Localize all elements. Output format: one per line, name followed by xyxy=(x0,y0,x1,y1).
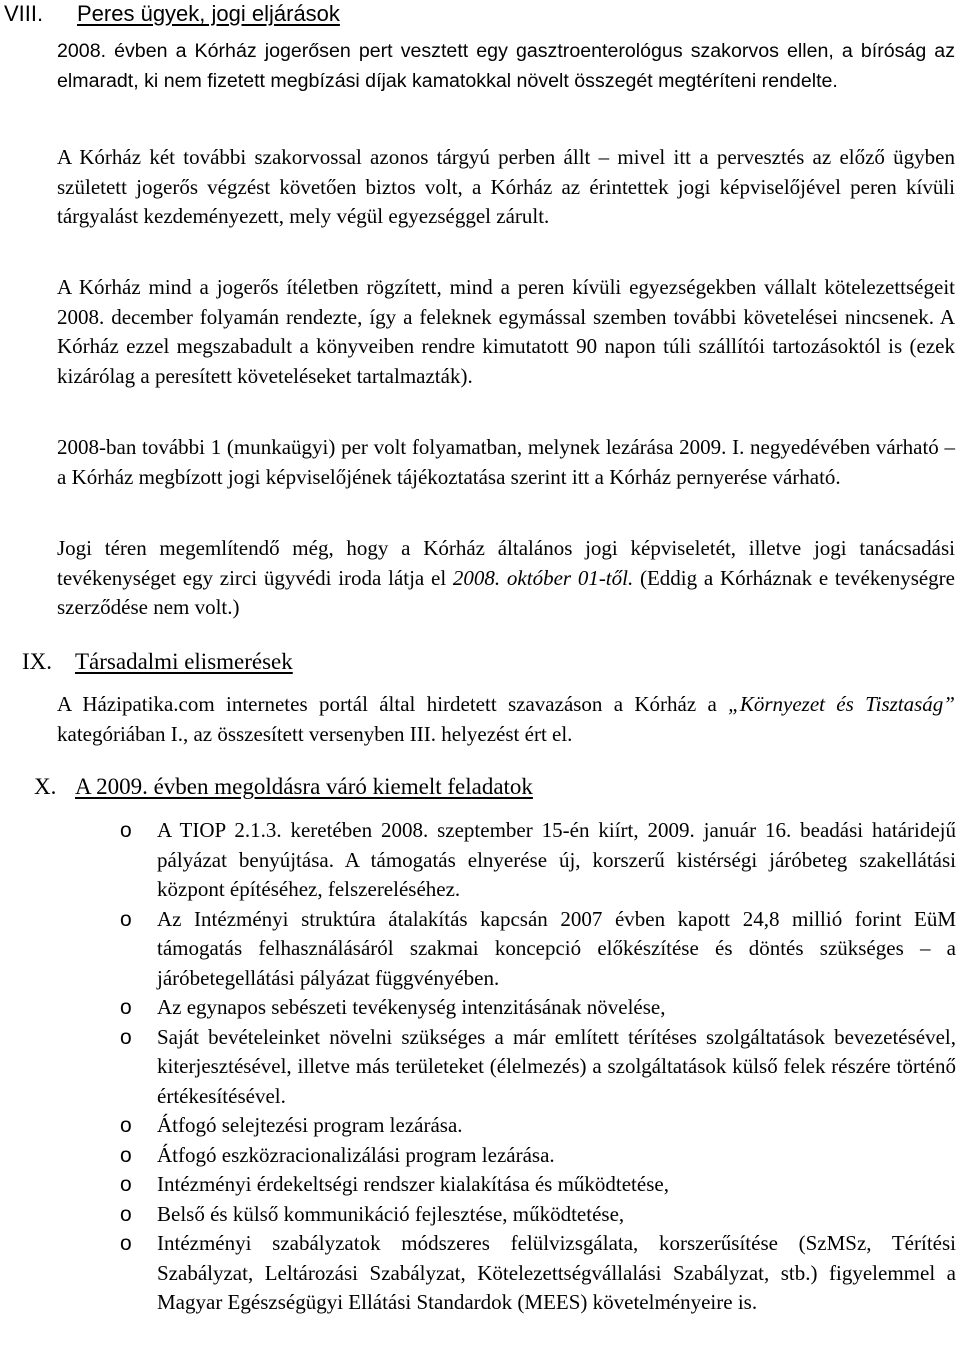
section-viii-paragraph-3: A Kórház mind a jogerős ítéletben rögzített, mind a peren kívüli egyezségekben vállalt kötelezettségeit 2008. december folyamán rendezte, így a feleknek egymással szemben további követelései nincsenek. A Kórház ezzel megszabadult a könyveiben rendre kimutatott 90 napon túli szállítói tartozásoktól is (ezek kizárólag a peresített követeléseket tartalmazták). xyxy=(57,275,955,388)
list-item-text: Belső és külső kommunikáció fejlesztése, működtetése, xyxy=(157,1201,625,1226)
section-viii-paragraph-4: 2008-ban további 1 (munkaügyi) per volt folyamatban, melynek lezárása 2009. I. negyedévében várható – a Kórház megbízott jogi képviselőjének tájékoztatása szerint itt a Kórház pernyerése várható. xyxy=(57,435,955,489)
section-x-title: A 2009. évben megoldásra váró kiemelt feladatok xyxy=(75,774,533,799)
tasks-list xyxy=(120,816,956,1318)
bullet-icon: o xyxy=(120,907,132,931)
section-ix-paragraph-1-end: kategóriában I., az összesített versenyben III. helyezést ért el. xyxy=(57,721,573,746)
section-viii-paragraph-5-end: (Eddig a Kórháznak e tevékenységre szerződése nem volt.) xyxy=(57,565,955,619)
section-ix-paragraph-1-category: „Környezet és Tisztaság” xyxy=(728,692,955,716)
bullet-icon: o xyxy=(120,1114,132,1137)
bullet-icon: o xyxy=(120,1202,132,1226)
list-item-text: Az Intézményi struktúra átalakítás kapcsán 2007 évben kapott 24,8 millió forint EüM támogatás felhasználásáról szakmai koncepció előkészítése és döntés szükséges – a járóbetegellátási pályázat függvényében. xyxy=(157,906,956,990)
section-ix-number: IX. xyxy=(22,649,53,674)
section-viii-paragraph-1: 2008. évben a Kórház jogerősen pert vesztett egy gasztroenterológus szakorvos ellen, a bíróság az elmaradt, ki nem fizetett megbízási díjak kamatokkal növelt összegét megtéríteni rendelte. xyxy=(57,40,955,92)
section-ix-paragraph-1 xyxy=(57,690,955,749)
section-viii-paragraph-5 xyxy=(57,534,955,623)
section-viii-paragraph-5-date: 2008. október 01-től. xyxy=(452,565,634,590)
list-item-text: A TIOP 2.1.3. keretében 2008. szeptember 15-én kiírt, 2009. január 16. beadási határidejű pályázat benyújtása. A támogatás elnyerése új, korszerű kistérségi járóbeteg szakellátási központ építéséhez, felszereléséhez. xyxy=(157,818,956,901)
section-viii-paragraph-5-start: Jogi téren megemlítendő még, hogy a Kórház általános jogi képviseletét, illetve jogi tanácsadási tevékenységet egy zirci ügyvédi iroda látja el xyxy=(57,536,955,590)
section-viii-paragraph-2: A Kórház két további szakorvossal azonos tárgyú perben állt – mivel itt a pervesztés az előző ügyben született jogerős végzést követően biztos volt, a Kórház az érintettek jogi képviselőjével peren kívüli tárgyalást kezdeményezett, mely végül egyezséggel zárult. xyxy=(57,145,955,228)
list-item-text: Intézményi szabályzatok módszeres felülvizsgálata, korszerűsítése (SzMSz, Térítési Szabályzat, Leltározási Szabályzat, Kötelezettségvállalási Szabályzat, stb.) figyelemmel a Magyar Egészségügyi Ellátási Standardok (MEES) követelményeire is. xyxy=(157,1231,956,1314)
list-item xyxy=(120,905,956,994)
list-item xyxy=(120,816,956,905)
section-ix-paragraph-1-start: A Házipatika.com internetes portál által hirdetett szavazáson a Kórház a xyxy=(57,692,729,716)
list-item xyxy=(120,1141,956,1171)
section-x-heading xyxy=(34,773,533,801)
list-item-text: Átfogó eszközracionalizálási program lezárása. xyxy=(157,1142,555,1167)
bullet-icon: o xyxy=(120,1143,132,1167)
list-item xyxy=(120,993,956,1023)
list-item xyxy=(120,1023,956,1112)
section-viii-heading xyxy=(4,0,340,28)
list-item-text: Intézményi érdekeltségi rendszer kialakítása és működtetése, xyxy=(157,1172,669,1196)
list-item xyxy=(120,1111,956,1141)
bullet-icon: o xyxy=(120,1025,132,1049)
list-item-text: Átfogó selejtezési program lezárása. xyxy=(157,1113,463,1137)
list-item xyxy=(120,1200,956,1230)
bullet-icon: o xyxy=(120,1232,132,1255)
list-item xyxy=(120,1229,956,1318)
section-ix-heading xyxy=(22,648,293,676)
section-x-number: X. xyxy=(34,774,57,799)
section-viii-number: VIII. xyxy=(4,1,44,26)
bullet-icon: o xyxy=(120,996,132,1019)
section-ix-title: Társadalmi elismerések xyxy=(75,649,293,674)
section-viii-title: Peres ügyek, jogi eljárások xyxy=(77,1,340,26)
list-item xyxy=(120,1170,956,1200)
bullet-icon: o xyxy=(120,1173,132,1196)
list-item-text: Az egynapos sebészeti tevékenység intenzitásának növelése, xyxy=(157,995,666,1019)
bullet-icon: o xyxy=(120,819,132,842)
list-item-text: Saját bevételeinket növelni szükséges a már említett térítéses szolgáltatások bevezetésével, kiterjesztésével, illetve más területeket (élelmezés) a szolgáltatások külső felek részére történő értékesítésével. xyxy=(157,1024,956,1108)
